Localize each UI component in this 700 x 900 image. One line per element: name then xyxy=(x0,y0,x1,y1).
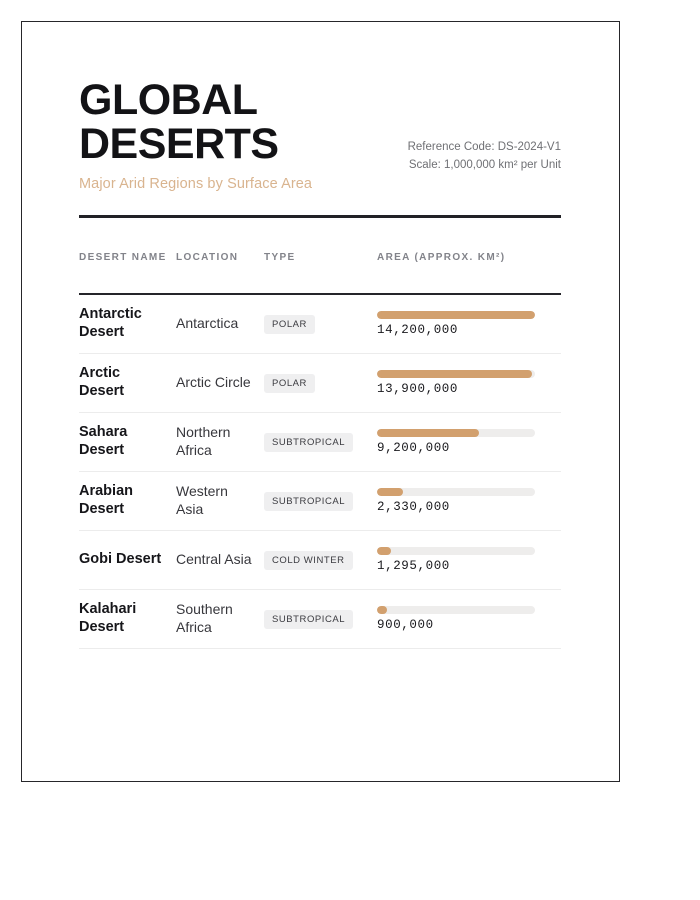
table-header-row xyxy=(79,251,561,295)
area-value-label: 14,200,000 xyxy=(377,322,459,337)
area-bar-fill xyxy=(377,488,403,496)
area-value-label: 13,900,000 xyxy=(377,381,459,396)
header-meta-block xyxy=(389,79,561,175)
type-badge: SUBTROPICAL xyxy=(264,492,353,511)
area-bar-fill xyxy=(377,370,532,378)
desert-name-cell: Antarctic Desert xyxy=(79,306,142,340)
location-cell: Central Asia xyxy=(176,550,252,567)
page-title: GLOBAL DESERTS xyxy=(79,76,279,168)
location-cell: Southern Africa xyxy=(176,601,233,635)
area-value-label: 1,295,000 xyxy=(377,558,450,573)
type-badge: POLAR xyxy=(264,315,315,334)
area-bar-track xyxy=(377,370,535,378)
desert-name-cell: Arabian Desert xyxy=(79,483,133,517)
area-bar-track xyxy=(377,547,535,555)
area-value-label: 2,330,000 xyxy=(377,499,450,514)
reference-code: Reference Code: DS-2024-V1 xyxy=(407,141,561,153)
area-value-label: 900,000 xyxy=(377,617,434,632)
area-value-label: 9,200,000 xyxy=(377,440,450,455)
page-subtitle: Major Arid Regions by Surface Area xyxy=(79,175,313,192)
deserts-table xyxy=(79,251,561,649)
area-bar-track xyxy=(377,429,535,437)
document-content xyxy=(79,76,561,649)
area-bar-fill xyxy=(377,311,535,319)
area-bar-track xyxy=(377,488,535,496)
location-cell: Arctic Circle xyxy=(176,373,251,390)
area-cell xyxy=(377,429,561,455)
document-page xyxy=(21,21,620,782)
header-divider xyxy=(79,215,561,218)
area-cell xyxy=(377,547,561,573)
area-cell xyxy=(377,370,561,396)
table-row[interactable] xyxy=(79,531,561,590)
type-badge: SUBTROPICAL xyxy=(264,433,353,452)
table-body xyxy=(79,295,561,649)
scale-note: Scale: 1,000,000 km² per Unit xyxy=(408,158,561,171)
area-cell xyxy=(377,311,561,337)
header-title-block xyxy=(79,76,369,192)
desert-name-cell: Gobi Desert xyxy=(79,550,162,567)
table-row[interactable] xyxy=(79,295,561,354)
column-header-type: TYPE xyxy=(264,251,296,263)
table-row[interactable] xyxy=(79,354,561,413)
area-bar-fill xyxy=(377,547,391,555)
location-cell: Antarctica xyxy=(176,314,239,331)
type-badge: SUBTROPICAL xyxy=(264,610,353,629)
area-cell xyxy=(377,488,561,514)
area-bar-track xyxy=(377,606,535,614)
type-badge: POLAR xyxy=(264,374,315,393)
area-bar-fill xyxy=(377,429,479,437)
type-badge: COLD WINTER xyxy=(264,551,353,570)
table-row[interactable] xyxy=(79,413,561,472)
desert-name-cell: Sahara Desert xyxy=(79,424,128,458)
location-cell: Northern Africa xyxy=(176,424,231,458)
desert-name-cell: Arctic Desert xyxy=(79,365,125,399)
table-row[interactable] xyxy=(79,590,561,649)
column-header-location: LOCATION xyxy=(176,251,239,263)
column-header-desert-name: DESERT NAME xyxy=(79,251,167,263)
table-row[interactable] xyxy=(79,472,561,531)
area-bar-track xyxy=(377,311,535,319)
location-cell: Western Asia xyxy=(176,483,228,517)
area-cell xyxy=(377,606,561,632)
desert-name-cell: Kalahari Desert xyxy=(79,601,137,635)
column-header-area: AREA (APPROX. KM²) xyxy=(377,251,506,263)
document-header xyxy=(79,76,561,192)
area-bar-fill xyxy=(377,606,387,614)
